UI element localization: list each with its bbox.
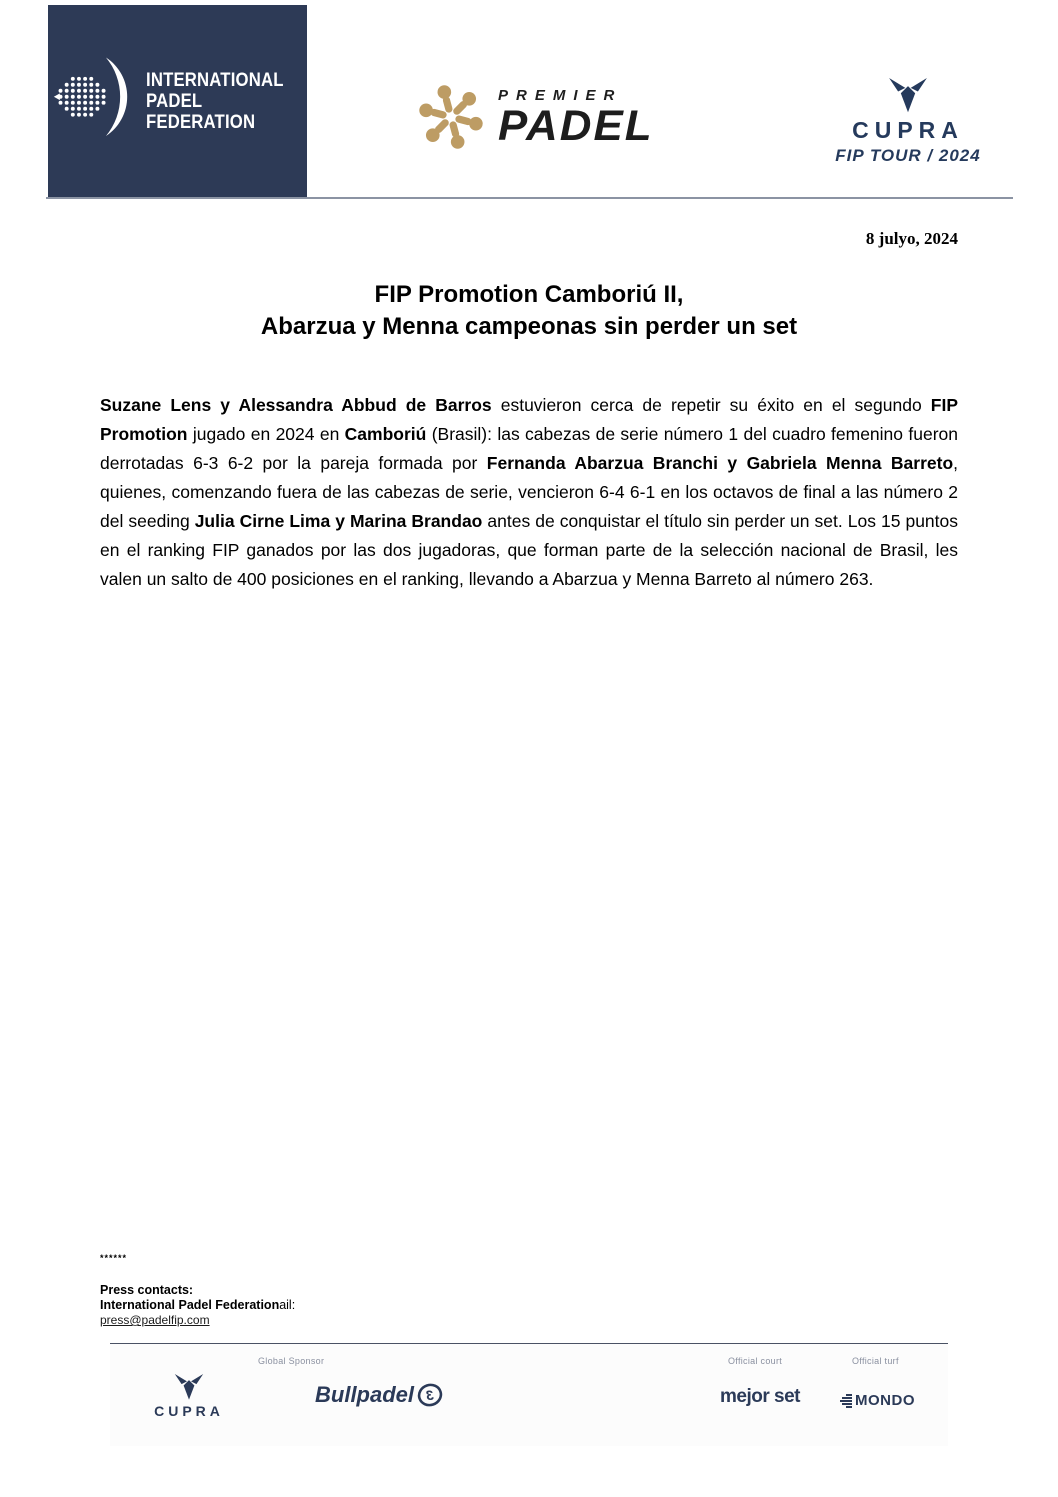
official-court-label: Official court (728, 1356, 783, 1366)
official-turf-label: Official turf (852, 1356, 899, 1366)
mondo-wordmark: MONDO (855, 1392, 915, 1409)
document-title (0, 279, 1058, 343)
ipf-line2: PADEL (145, 90, 203, 112)
sponsor-strip (110, 1343, 948, 1446)
title-line1: FIP Promotion Camboriú II, (374, 281, 684, 308)
title-line2: Abarzua y Menna campeonas sin perder un set (260, 313, 798, 340)
ipf-wordmark (146, 70, 284, 133)
premier-top-text: PREMIER (498, 86, 623, 104)
premier-flower-icon (418, 84, 484, 150)
cupra-fiptour-logo (828, 78, 988, 166)
cupra-bull-icon (888, 78, 928, 114)
premier-wordmark (498, 86, 654, 150)
body-paragraph: Suzane Lens y Alessandra Abbud de Barros estuvieron cerca de repetir su éxito en el segundo FIP Promotion jugado en 2024 en Camboriú (Brasil): las cabezas de serie número 1 del cuadro femenino fueron derrotadas 6-3 6-2 por la pareja formada por Fernanda Abarzua Branchi y Gabriela Menna Barreto, quienes, comenzando fuera de las cabezas de serie, vencieron 6-4 6-1 en los octavos de final a las número 2 del seeding Julia Cirne Lima y Marina Brandao antes de conquistar el título sin perder un set. Los 15 puntos en el ranking FIP ganados por las dos jugadoras, que forman parte de la selección nacional de Brasil, les valen un salto de 400 posiciones en el ranking, llevando a Abarzua y Menna Barreto al número 263. (100, 394, 959, 589)
sponsor-mejorset-logo (720, 1386, 800, 1408)
press-email-line (100, 1313, 210, 1327)
section-separator: ****** (100, 1253, 128, 1263)
sponsor-cupra-bull-icon (174, 1374, 204, 1401)
organization-line (100, 1298, 295, 1312)
mondo-stripes-icon (840, 1394, 852, 1408)
document-date: 8 julyo, 2024 (865, 229, 958, 248)
press-contacts-label: Press contacts: (100, 1283, 194, 1297)
bullpadel-racket-icon (417, 1382, 443, 1408)
bullpadel-wordmark: Bullpadel (315, 1382, 415, 1407)
mejorset-wordmark: mejor set (720, 1386, 800, 1407)
ipf-logo (48, 5, 307, 197)
cupra-wordmark: CUPRA (852, 117, 964, 143)
svg-text:3: 3 (426, 1387, 434, 1403)
organization-name: International Padel Federation (100, 1298, 280, 1312)
ipf-ball-icon (53, 49, 135, 153)
sponsor-bullpadel-logo (315, 1382, 443, 1408)
press-email-link[interactable]: press@padelfip.com (100, 1313, 210, 1327)
ipf-line3: FEDERATION (145, 111, 256, 133)
organization-suffix: ail: (279, 1298, 296, 1312)
sponsor-cupra-wordmark: CUPRA (154, 1403, 224, 1419)
ipf-line1: INTERNATIONAL (145, 69, 284, 91)
cupra-subline: FIP TOUR / 2024 (835, 146, 981, 165)
sponsor-cupra-logo (146, 1374, 232, 1419)
premier-bottom-text: PADEL (498, 101, 654, 150)
sponsor-mondo-logo (840, 1392, 915, 1409)
header-divider (46, 197, 1013, 199)
premier-padel-logo (418, 84, 654, 150)
global-sponsor-label: Global Sponsor (258, 1356, 325, 1366)
